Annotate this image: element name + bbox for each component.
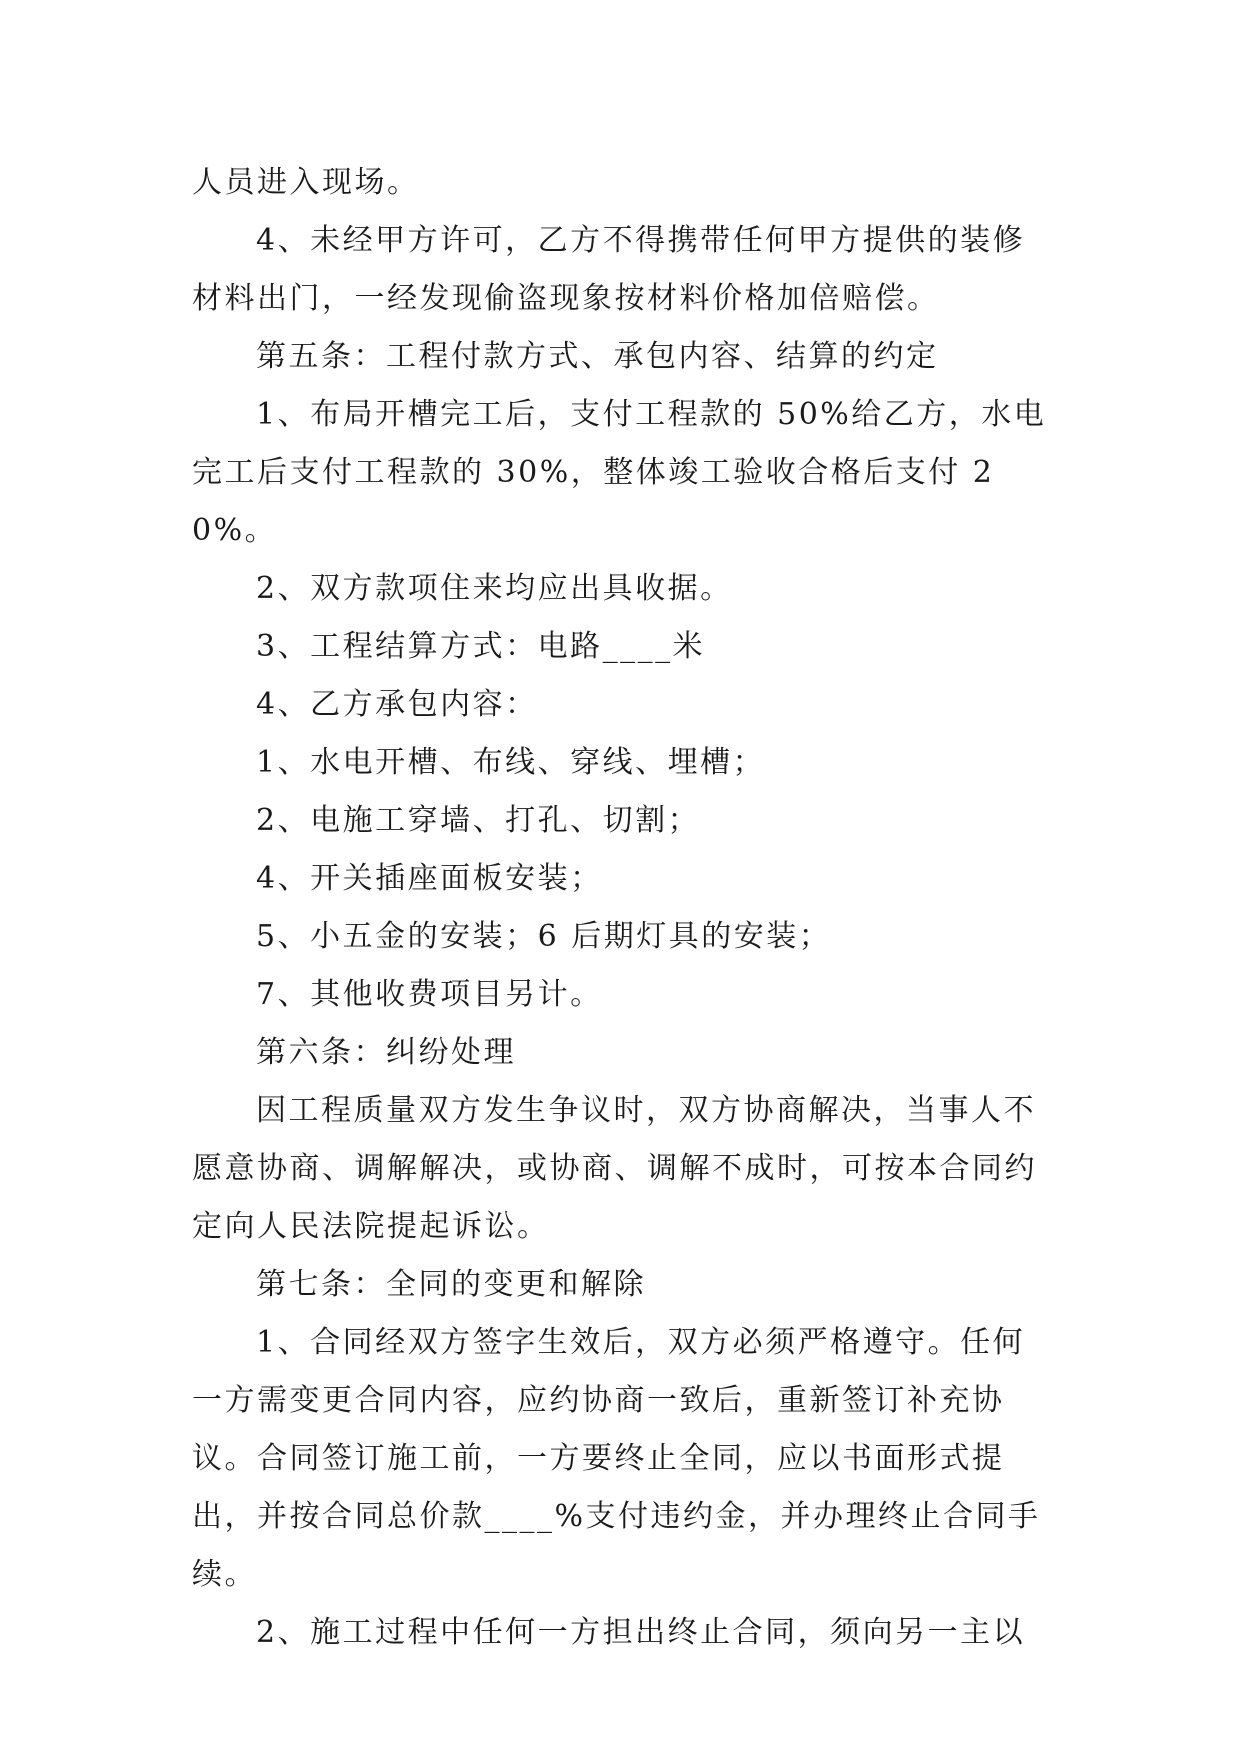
paragraph-dispute-resolution: 因工程质量双方发生争议时，双方协商解决，当事人不愿意协商、调解解决，或协商、调解不成时，可按本合同约定向人民法院提起诉讼。: [192, 1093, 1037, 1244]
list-item-scope-4: 4、开关插座面板安装；: [256, 861, 603, 896]
list-item-scope-5-6: 5、小五金的安装；6 后期灯具的安装；: [256, 919, 832, 954]
document-page: [192, 154, 1052, 1662]
paragraph-continuation: 人员进入现场。: [192, 165, 420, 200]
paragraph-settlement-method: 3、工程结算方式：电路____米: [256, 629, 706, 664]
list-item-scope-7: 7、其他收费项目另计。: [256, 977, 603, 1012]
list-item-scope-2: 2、电施工穿墙、打孔、切割；: [256, 803, 701, 838]
paragraph-contract-change: 1、合同经双方签字生效后，双方必须严格遵守。任何一方需变更合同内容，应约协商一致后，重新签订补充协议。合同签订施工前，一方要终止全同，应以书面形式提出，并按合同总价款____%支付违约金，并办理终止合同手续。: [192, 1325, 1041, 1592]
paragraph-clause-4-materials: 4、未经甲方许可，乙方不得携带任何甲方提供的装修材料出门，一经发现偷盗现象按材料价格加倍赔偿。: [192, 223, 1026, 316]
section-heading-article-5: 第五条：工程付款方式、承包内容、结算的约定: [256, 339, 939, 374]
section-heading-article-6: 第六条：纠纷处理: [256, 1035, 516, 1070]
section-heading-article-7: 第七条：全同的变更和解除: [256, 1267, 646, 1302]
paragraph-contract-scope: 4、乙方承包内容：: [256, 687, 538, 722]
paragraph-receipts: 2、双方款项住来均应出具收据。: [256, 571, 733, 606]
paragraph-payment-schedule: 1、布局开槽完工后，支付工程款的 50%给乙方，水电完工后支付工程款的 30%，整体竣工验收合格后支付 20%。: [192, 397, 1047, 548]
list-item-scope-1: 1、水电开槽、布线、穿线、埋槽；: [256, 745, 766, 780]
paragraph-termination-during-work: 2、施工过程中任何一方担出终止合同，须向另一主以: [256, 1615, 1026, 1650]
